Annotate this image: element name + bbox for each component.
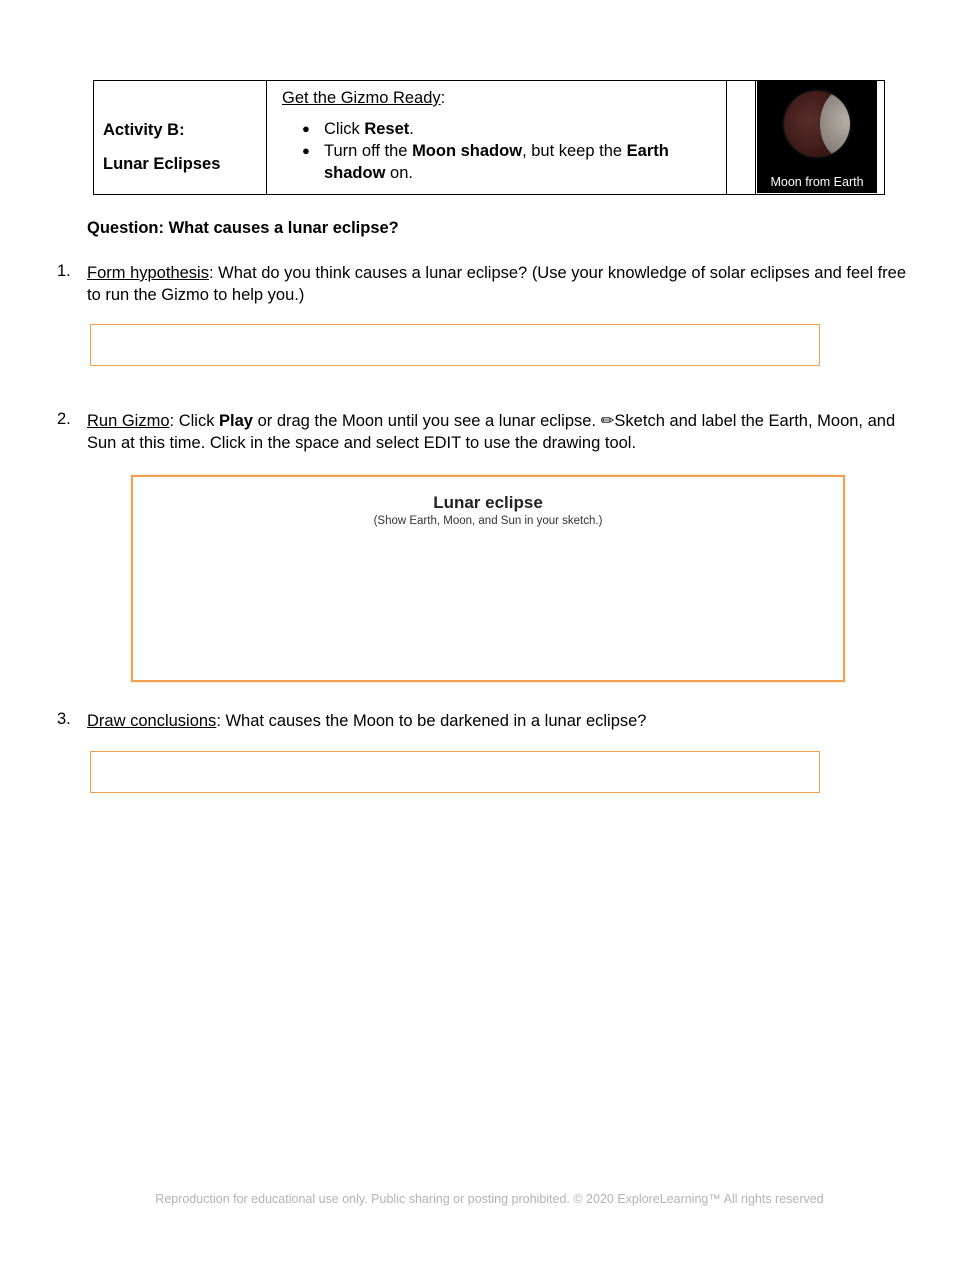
activity-label: Activity B: — [103, 121, 185, 139]
lunar-eclipse-sketch-area[interactable] — [131, 475, 845, 682]
sketch-title: Lunar eclipse — [433, 493, 543, 512]
question-3-lead: Draw conclusions — [87, 712, 217, 730]
footer-copyright: Reproduction for educational use only. Public sharing or posting prohibited. © 2020 ExploreLearning™ All rights reserved — [155, 1192, 824, 1206]
question-number: 2. — [57, 410, 71, 428]
instruction-list — [282, 118, 694, 184]
question-1-lead: Form hypothesis — [87, 264, 209, 282]
moon-lit-portion — [820, 91, 850, 157]
question-2-lead: Run Gizmo — [87, 412, 170, 430]
activity-header-table — [93, 80, 885, 195]
activity-title — [103, 113, 220, 181]
gizmo-ready-title: Get the Gizmo Ready — [282, 89, 441, 107]
gizmo-ready-instructions: Get the Gizmo Ready: ● Click Reset. ● Turn off the Moon shadow, but keep the Earth shadow on. — [282, 89, 694, 184]
moon-image-label: Moon from Earth — [770, 175, 864, 189]
moon-icon — [784, 91, 850, 157]
question-3-text: Draw conclusions: What causes the Moon to be darkened in a lunar eclipse? — [87, 712, 647, 730]
table-divider — [755, 81, 756, 194]
question-number: 1. — [57, 262, 71, 280]
activity-name: Lunar Eclipses — [103, 155, 221, 173]
table-divider — [266, 81, 267, 194]
conclusion-answer-box[interactable] — [90, 751, 820, 793]
hypothesis-answer-box[interactable] — [90, 324, 820, 366]
instruction-item: ● Turn off the Moon shadow, but keep the Earth shadow on. — [324, 140, 694, 184]
question-2-text: Run Gizmo: Click Play or drag the Moon until you see a lunar eclipse. ✏Sketch and label the Earth, Moon, and Sun at this time. Click in the space and select EDIT to use the drawing tool. — [87, 412, 896, 452]
table-divider — [726, 81, 727, 194]
question-1-text: Form hypothesis: What do you think causes a lunar eclipse? (Use your knowledge of solar eclipses and feel free to run the Gizmo to help you.) — [87, 264, 907, 304]
sketch-subtitle: (Show Earth, Moon, and Sun in your sketch.) — [373, 515, 603, 527]
moon-from-earth-image — [757, 81, 877, 193]
instruction-item: ● Click Reset. — [324, 118, 694, 140]
main-question: Question: What causes a lunar eclipse? — [87, 219, 399, 237]
question-number: 3. — [57, 710, 71, 728]
